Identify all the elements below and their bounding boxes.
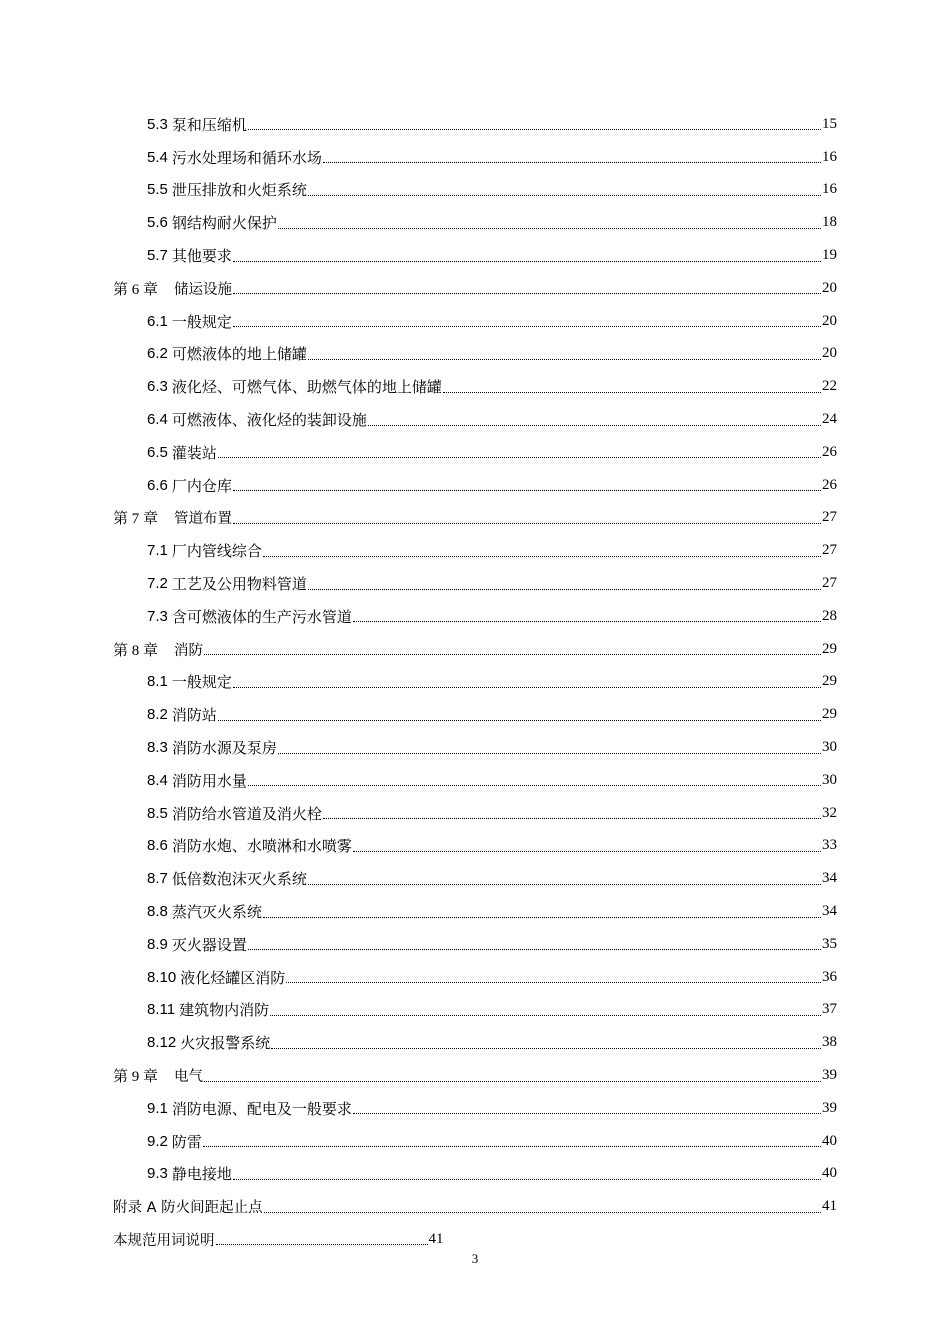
toc-entry-title: 建筑物内消防 <box>179 1003 270 1020</box>
toc-entry-number: 7.3 <box>147 607 168 625</box>
toc-section-entry[interactable] <box>113 1125 837 1158</box>
toc-entry-number: 第 8 章 <box>113 642 159 659</box>
toc-dot-leader <box>323 817 821 819</box>
toc-dot-leader <box>278 227 821 229</box>
toc-section-entry[interactable] <box>113 698 837 731</box>
toc-entry-title: 附录 A 防火间距起止点 <box>113 1200 263 1217</box>
toc-dot-leader <box>203 1145 821 1147</box>
toc-entry-number: 6.6 <box>147 476 168 494</box>
toc-entry-title: 管道布置 <box>174 511 233 528</box>
toc-section-entry[interactable] <box>113 797 837 830</box>
toc-entry-page: 18 <box>822 214 837 231</box>
toc-entry-number: 8.12 <box>147 1034 177 1052</box>
toc-dot-leader <box>368 424 821 426</box>
toc-entry-number: 8.9 <box>147 935 168 953</box>
toc-entry-title: 一般规定 <box>171 675 232 692</box>
toc-entry-number: 6.4 <box>147 411 168 429</box>
toc-entry-title: 消防 <box>174 642 204 659</box>
toc-dot-leader <box>248 784 821 786</box>
toc-dot-leader <box>264 1211 821 1213</box>
toc-entry-number: 9.2 <box>147 1132 168 1150</box>
toc-entry-title: 低倍数泡沫灭火系统 <box>171 872 307 889</box>
toc-section-entry[interactable] <box>113 600 837 633</box>
toc-dot-leader <box>204 1080 821 1082</box>
toc-entry-page: 34 <box>822 870 837 887</box>
toc-dot-leader <box>308 358 821 360</box>
toc-section-entry[interactable] <box>113 830 837 863</box>
toc-entry-title: 污水处理场和循环水场 <box>171 150 322 167</box>
toc-entry-page: 41 <box>822 1198 837 1215</box>
toc-entry-page: 29 <box>822 640 837 657</box>
toc-dot-leader <box>263 916 821 918</box>
toc-dot-leader <box>248 948 821 950</box>
toc-entry-number: 8.8 <box>147 903 168 921</box>
toc-section-entry[interactable] <box>113 469 837 502</box>
toc-entry-title: 灭火器设置 <box>171 937 247 954</box>
toc-entry-page: 39 <box>822 1099 837 1116</box>
toc-entry-title: 可燃液体、液化烃的装卸设施 <box>171 413 367 430</box>
toc-dot-leader <box>233 1178 821 1180</box>
toc-entry-number: 8.10 <box>147 968 177 986</box>
toc-entry-number: 9.1 <box>147 1099 168 1117</box>
toc-dot-leader <box>323 161 821 163</box>
toc-entry-page: 20 <box>822 345 837 362</box>
toc-section-entry[interactable] <box>113 534 837 567</box>
toc-entry-number: 9.3 <box>147 1165 168 1183</box>
toc-entry-title: 液化烃罐区消防 <box>180 970 286 987</box>
toc-entry-page: 40 <box>822 1132 837 1149</box>
toc-section-entry[interactable] <box>113 239 837 272</box>
toc-entry-title: 含可燃液体的生产污水管道 <box>171 609 352 626</box>
toc-entry-number: 5.4 <box>147 148 168 166</box>
toc-entry-title: 消防给水管道及消火栓 <box>171 806 322 823</box>
toc-section-entry[interactable] <box>113 895 837 928</box>
toc-section-entry[interactable] <box>113 174 837 207</box>
toc-entry-page: 27 <box>822 542 837 559</box>
toc-entry-page: 20 <box>822 279 837 296</box>
toc-entry-page: 33 <box>822 837 837 854</box>
toc-entry-title: 储运设施 <box>174 281 233 298</box>
toc-dot-leader <box>216 1243 428 1245</box>
toc-entry-page: 15 <box>822 115 837 132</box>
toc-entry-page: 27 <box>822 509 837 526</box>
toc-section-entry[interactable] <box>113 370 837 403</box>
toc-entry-page: 20 <box>822 312 837 329</box>
toc-dot-leader <box>233 260 821 262</box>
toc-dot-leader <box>218 456 821 458</box>
toc-entry-page: 35 <box>822 935 837 952</box>
toc-section-entry[interactable] <box>113 731 837 764</box>
toc-dot-leader <box>233 522 821 524</box>
toc-entry-title: 泄压排放和火炬系统 <box>171 183 307 200</box>
toc-section-entry[interactable] <box>113 567 837 600</box>
toc-entry-title: 本规范用词说明 <box>113 1232 215 1249</box>
toc-entry-title: 电气 <box>174 1069 204 1085</box>
toc-entry-page: 37 <box>822 1001 837 1018</box>
toc-dot-leader <box>278 752 821 754</box>
toc-entry-title: 一般规定 <box>171 314 232 331</box>
toc-entry-title: 其他要求 <box>171 249 232 266</box>
toc-section-entry[interactable] <box>113 862 837 895</box>
toc-section-entry[interactable] <box>113 305 837 338</box>
toc-dot-leader <box>270 1014 821 1016</box>
toc-section-entry[interactable] <box>113 994 837 1027</box>
toc-dot-leader <box>233 292 821 294</box>
toc-entry-page: 38 <box>822 1034 837 1051</box>
toc-dot-leader <box>263 555 821 557</box>
toc-entry-title: 火灾报警系统 <box>180 1036 271 1053</box>
toc-dot-leader <box>218 719 821 721</box>
toc-appendix-entry[interactable] <box>113 1190 837 1223</box>
table-of-contents <box>113 108 837 1256</box>
toc-chapter-entry[interactable] <box>113 502 837 535</box>
toc-entry-number: 第 7 章 <box>113 511 159 528</box>
toc-entry-number: 6.3 <box>147 378 168 396</box>
toc-entry-number: 8.1 <box>147 673 168 691</box>
toc-entry-number: 7.2 <box>147 575 168 593</box>
toc-chapter-entry[interactable] <box>113 633 837 666</box>
toc-entry-title: 消防站 <box>171 708 217 725</box>
toc-section-entry[interactable] <box>113 108 837 141</box>
toc-entry-title: 防雷 <box>171 1134 202 1151</box>
toc-entry-page: 29 <box>822 706 837 723</box>
toc-entry-page: 24 <box>822 411 837 428</box>
toc-entry-page: 26 <box>822 443 837 460</box>
toc-section-entry[interactable] <box>113 206 837 239</box>
toc-entry-title: 钢结构耐火保护 <box>171 216 277 233</box>
toc-entry-title: 消防电源、配电及一般要求 <box>171 1101 352 1118</box>
toc-entry-page: 16 <box>822 148 837 165</box>
toc-section-entry[interactable] <box>113 928 837 961</box>
toc-dot-leader <box>233 325 821 327</box>
toc-entry-page: 36 <box>822 968 837 985</box>
toc-chapter-entry[interactable] <box>113 272 837 305</box>
toc-entry-number: 5.7 <box>147 247 168 265</box>
toc-dot-leader <box>308 194 821 196</box>
toc-entry-number: 5.3 <box>147 115 168 133</box>
toc-entry-number: 8.3 <box>147 739 168 757</box>
toc-entry-title: 工艺及公用物料管道 <box>171 577 307 594</box>
toc-entry-number: 8.5 <box>147 804 168 822</box>
toc-entry-page: 30 <box>822 739 837 756</box>
toc-entry-number: 8.6 <box>147 837 168 855</box>
toc-section-entry[interactable] <box>113 961 837 994</box>
toc-entry-title: 可燃液体的地上储罐 <box>171 347 307 364</box>
toc-entry-number: 5.5 <box>147 181 168 199</box>
toc-entry-title: 厂内管线综合 <box>171 544 262 561</box>
page-number: 3 <box>471 1251 479 1266</box>
toc-dot-leader <box>353 850 821 852</box>
toc-dot-leader <box>233 489 821 491</box>
toc-section-entry[interactable] <box>113 1092 837 1125</box>
toc-chapter-entry[interactable] <box>113 1059 837 1092</box>
toc-entry-page: 30 <box>822 771 837 788</box>
toc-dot-leader <box>308 588 821 590</box>
toc-entry-title: 泵和压缩机 <box>171 117 247 134</box>
toc-dot-leader <box>204 653 821 655</box>
toc-entry-page: 34 <box>822 903 837 920</box>
toc-section-entry[interactable] <box>113 1158 837 1191</box>
toc-dot-leader <box>353 620 821 622</box>
toc-dot-leader <box>271 1047 821 1049</box>
toc-entry-page: 41 <box>428 1230 444 1247</box>
toc-entry-number: 8.4 <box>147 771 168 789</box>
toc-section-entry[interactable] <box>113 666 837 699</box>
toc-section-entry[interactable] <box>113 436 837 469</box>
toc-entry-page: 39 <box>822 1067 837 1083</box>
toc-dot-leader <box>308 883 821 885</box>
toc-entry-page: 22 <box>822 378 837 395</box>
toc-dot-leader <box>443 391 821 393</box>
toc-entry-number: 7.1 <box>147 542 168 560</box>
toc-entry-page: 32 <box>822 804 837 821</box>
toc-entry-number: 第 6 章 <box>113 281 159 298</box>
toc-entry-title: 消防水炮、水喷淋和水喷雾 <box>171 839 352 856</box>
toc-dot-leader <box>353 1112 821 1114</box>
toc-entry-number: 8.2 <box>147 706 168 724</box>
toc-section-entry[interactable] <box>113 1026 837 1059</box>
toc-entry-number: 6.1 <box>147 312 168 330</box>
toc-dot-leader <box>286 981 821 983</box>
toc-entry-title: 消防用水量 <box>171 773 247 790</box>
toc-entry-number: 8.7 <box>147 870 168 888</box>
toc-entry-title: 蒸汽灭火系统 <box>171 905 262 922</box>
toc-entry-page: 27 <box>822 575 837 592</box>
toc-entry-number: 5.6 <box>147 214 168 232</box>
toc-entry-page: 40 <box>822 1165 837 1182</box>
toc-dot-leader <box>233 686 821 688</box>
toc-entry-page: 29 <box>822 673 837 690</box>
toc-entry-title: 厂内仓库 <box>171 478 232 495</box>
toc-dot-leader <box>248 128 821 130</box>
toc-entry-page: 16 <box>822 181 837 198</box>
toc-section-entry[interactable] <box>113 338 837 371</box>
toc-section-entry[interactable] <box>113 141 837 174</box>
toc-entry-page: 28 <box>822 607 837 624</box>
toc-entry-number: 第 9 章 <box>113 1069 159 1085</box>
toc-entry-page: 26 <box>822 476 837 493</box>
toc-entry-title: 液化烃、可燃气体、助燃气体的地上储罐 <box>171 380 442 397</box>
toc-entry-title: 静电接地 <box>171 1167 232 1184</box>
toc-entry-number: 6.2 <box>147 345 168 363</box>
toc-entry-number: 6.5 <box>147 443 168 461</box>
toc-entry-page: 19 <box>822 247 837 264</box>
toc-section-entry[interactable] <box>113 764 837 797</box>
toc-entry-number: 8.11 <box>147 1001 176 1019</box>
toc-entry-title: 灌装站 <box>171 445 217 462</box>
toc-entry-title: 消防水源及泵房 <box>171 741 277 758</box>
toc-section-entry[interactable] <box>113 403 837 436</box>
